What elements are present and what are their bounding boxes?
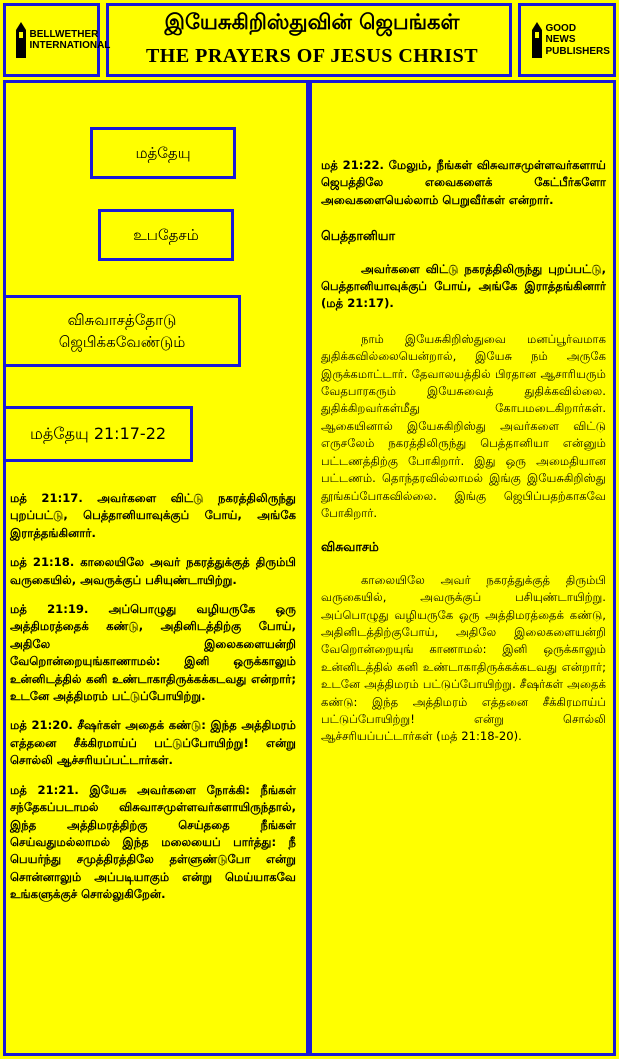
bethany-commentary: நாம் இயேசுகிறிஸ்துவை மனப்பூர்வமாக துதிக்கவில்லையென்றால், இயேசு நம் அருகே இருக்கமாட்டார். தேவாலயத்தில் பிரதான ஆசாரியரும் வேதபாரகரும் இயேசுவைத் துதிக்கவில்லை. துதிக்கிறவர்கள்மீது கோபமடைகிறார்கள். ஆகையினால் இயேசுகிறிஸ்து அவர்களை விட்டு எருசலேம் நகரத்திலிருந்து பெத்தானியா என்னும் பட்டணத்திற்கு போகிறார். இது ஒரு அமைதியான பட்டணம். தொந்தரவில்லாமல் இங்கு இயேசுகிறிஸ்து தூங்கப்போகவில்லை. இங்கு ஜெபிப்பதற்காகவே போகிறார். [321, 331, 606, 520]
reference-box [3, 406, 193, 462]
book-box [90, 127, 236, 179]
faith-commentary: காலையிலே அவர் நகரத்துக்குத் திரும்பி வருகையில், அவருக்குப் பசியுண்டாயிற்று. அப்பொழுது வழியருகே ஒரு அத்திமரத்தைக் கண்டு, அதினிடத்திற்குபோய், அதிலே இலைகளையன்றி வேறொன்றையுங் காணாமல்: இனி ஒருக்காலும் உன்னிடத்தில் கனி உண்டாகாதிருக்கக்கடவது என்றார்; உடனே அத்திமரம் பட்டுப்போயிற்று. சீஷர்கள் அதைக் கண்டு: இந்த அத்திமரம் எத்தனை சீக்கிரமாய்ப் பட்டுப்போயிற்று! என்று சொல்லி ஆச்சரியப்பட்டார்கள் (மத் 21:18-20). [321, 572, 606, 744]
bethany-intro: அவர்களை விட்டு நகரத்திலிருந்து புறப்பட்டு, பெத்தானியாவுக்குப் போய், அங்கே இராத்தங்கினார் (மத் 21:17). [321, 261, 606, 311]
topic-title: விசுவாசத்தோடு ஜெபிக்கவேண்டும் [58, 310, 186, 351]
left-verses [10, 490, 296, 916]
topic-box [3, 295, 241, 367]
heading-bethany: பெத்தானியா [321, 228, 396, 244]
page-title-english: THE PRAYERS OF JESUS CHRIST [145, 45, 479, 67]
reference-title: மத்தேயு 21:17-22 [29, 424, 167, 443]
heading-faith: விசுவாசம் [321, 539, 379, 555]
category-name: உபதேசம் [133, 225, 199, 244]
verse-19: மத் 21:19. அப்பொழுது வழியருகே ஒரு அத்திமரத்தைக் கண்டு, அதினிடத்திற்கு போய், அதிலே இலைகளையன்றி வேறொன்றையுங்காணாமல்: இனி ஒருக்காலும் உன்னிடத்தில் கனி உண்டாகாதிருக்கக்கடவது என்றார்; உடனே அத்திமரம் பட்டுப்போயிற்று. [10, 602, 296, 704]
category-box [98, 209, 234, 261]
verse-20: மத் 21:20. சீஷர்கள் அதைக் கண்டு: இந்த அத்திமரம் எத்தனை சீக்கிரமாய்ப் பட்டுப்போயிற்று! என்று சொல்லி ஆச்சரியப்பட்டார்கள். [10, 718, 296, 768]
verse-18: மத் 21:18. காலையிலே அவர் நகரத்துக்குத் திரும்பி வருகையில், அவருக்குப் பசியுண்டாயிற்று. [10, 555, 296, 587]
good-news-logo [522, 10, 612, 70]
tower-icon [531, 22, 543, 58]
bell-tower-icon [15, 22, 27, 58]
bellwether-logo [8, 10, 111, 70]
page-title-tamil: இயேசுகிறிஸ்துவின் ஜெபங்கள் [164, 10, 460, 34]
verse-22: மத் 21:22. மேலும், நீங்கள் விசுவாசமுள்ளவர்களாய் ஜெபத்திலே எவைகளைக் கேட்பீர்களோ அவைகளையெல்லாம் பெறுவீர்கள் என்றார். [321, 158, 606, 207]
book-name: மத்தேயு [135, 143, 191, 162]
verse-21: மத் 21:21. இயேசு அவர்களை நோக்கி: நீங்கள் சந்தேகப்படாமல் விசுவாசமுள்ளவர்களாயிருந்தால், இந்த அத்திமரத்திற்கு செய்ததை நீங்கள் செய்வதுமல்லாமல் இந்த மலையைப் பார்த்து: நீ பெயர்ந்து சமுத்திரத்திலே தள்ளுண்டுபோ என்று சொன்னாலும் அப்படியாகும் என்று மெய்யாகவே உங்களுக்குச் சொல்லுகிறேன். [10, 782, 296, 902]
right-column [321, 157, 606, 746]
good-news-logo-text: GOOD NEWS PUBLISHERS [545, 22, 610, 57]
bellwether-logo-text: BELLWETHER INTERNATIONAL [29, 28, 111, 51]
verse-17: மத் 21:17. அவர்களை விட்டு நகரத்திலிருந்து புறப்பட்டு, பெத்தானியாவுக்குப் போய், அங்கே இராத்தங்கினார். [10, 491, 296, 540]
